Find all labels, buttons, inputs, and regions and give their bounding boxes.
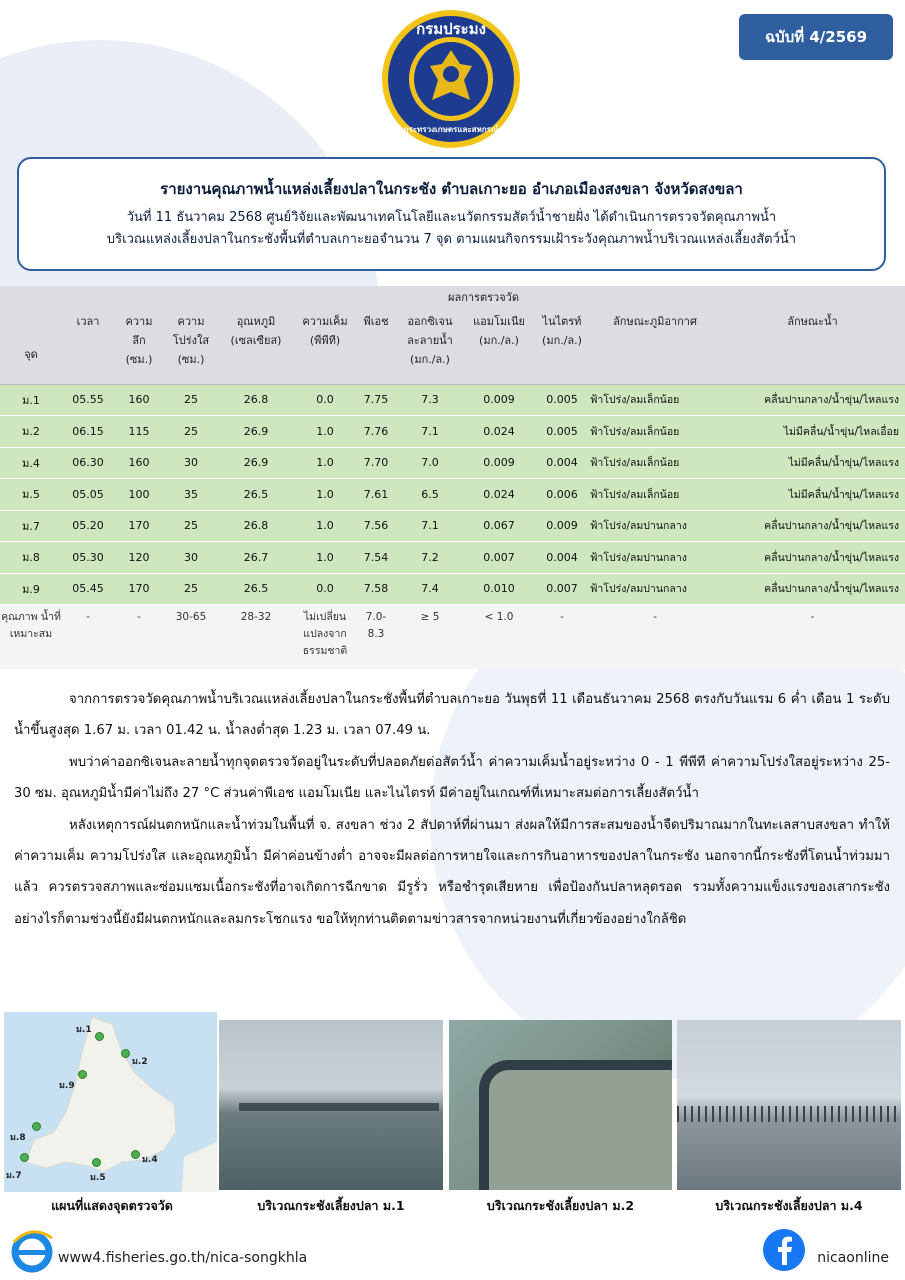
- column-header: [396, 308, 464, 384]
- table-cell: 7.2: [396, 542, 464, 574]
- table-cell: 05.05: [62, 479, 114, 511]
- table-cell: ม.9: [0, 573, 62, 605]
- table-cell: 120: [114, 542, 164, 574]
- standard-cell: 30-65: [164, 605, 218, 669]
- column-header-line: เวลา: [76, 315, 100, 328]
- table-row: [0, 510, 905, 542]
- map-label-m7: ม.7: [6, 1171, 22, 1181]
- table-row: [0, 447, 905, 479]
- column-header: [590, 308, 720, 384]
- table-cell: ม.1: [0, 384, 62, 416]
- map-pin-m7: [20, 1153, 29, 1162]
- column-header-line: ออกซิเจน: [407, 315, 453, 328]
- table-cell: 1.0: [294, 542, 356, 574]
- table-cell: 26.8: [218, 510, 294, 542]
- column-header-line: (เซลเซียส): [230, 334, 282, 347]
- table-cell: ม.4: [0, 447, 62, 479]
- table-cell: 0.009: [464, 447, 534, 479]
- map-pin-m9: [78, 1070, 87, 1079]
- table-cell: 7.75: [356, 384, 396, 416]
- web-browser-icon: [10, 1228, 54, 1274]
- table-cell: 25: [164, 416, 218, 448]
- point-header: จุด: [0, 286, 62, 384]
- photo-cage-m1: [219, 1020, 443, 1190]
- cage-row: [239, 1103, 439, 1111]
- table-cell: 7.54: [356, 542, 396, 574]
- table-cell: 35: [164, 479, 218, 511]
- paragraph-findings: พบว่าค่าออกซิเจนละลายน้ำทุกจุดตรวจวัดอยู่ในระดับที่ปลอดภัยต่อสัตว์น้ำ ค่าความเค็มน้ำอยู่ระหว่าง 0 - 1 พีพีที ค่าความโปร่งใสอยู่ระหว่าง 25-30 ซม. อุณหภูมิน้ำมีค่าไม่ถึง 27 °C ส่วนค่าพีเอช แอมโมเนีย และไนไตรท์ มีค่าอยู่ในเกณฑ์ที่เหมาะสมต่อการเลี้ยงสัตว์น้ำ: [14, 754, 890, 802]
- photo-cage-m4: [677, 1020, 901, 1190]
- column-header-line: ลักษณะภูมิอากาศ: [613, 315, 697, 328]
- column-header-line: ลึก: [132, 334, 146, 347]
- column-header: [62, 308, 114, 384]
- table-cell: 7.70: [356, 447, 396, 479]
- table-cell: 25: [164, 384, 218, 416]
- standard-cell: -: [534, 605, 590, 669]
- column-header-line: (มก./ล.): [542, 334, 582, 347]
- table-cell: ฟ้าโปร่ง/ลมเล็กน้อย: [590, 479, 720, 511]
- table-cell: 0.006: [534, 479, 590, 511]
- table-cell: 0.0: [294, 384, 356, 416]
- table-cell: 7.3: [396, 384, 464, 416]
- caption-map: แผนที่แสดงจุดตรวจวัด: [51, 1198, 173, 1213]
- standard-cell: 28-32: [218, 605, 294, 669]
- water-quality-table: [0, 286, 905, 669]
- photo-cage-m2: [449, 1020, 672, 1190]
- table-cell: คลื่นปานกลาง/น้ำขุ่น/ไหลแรง: [720, 542, 905, 574]
- map-label-m2: ม.2: [132, 1057, 148, 1067]
- standard-cell: -: [114, 605, 164, 669]
- table-cell: 06.30: [62, 447, 114, 479]
- table-cell: 26.5: [218, 573, 294, 605]
- website-link[interactable]: www4.fisheries.go.th/nica-songkhla: [58, 1250, 308, 1266]
- table-cell: 0.0: [294, 573, 356, 605]
- table-cell: 170: [114, 573, 164, 605]
- table-cell: ไม่มีคลื่น/น้ำขุ่น/ไหลเอื่อย: [720, 416, 905, 448]
- table-cell: 26.7: [218, 542, 294, 574]
- standard-cell: 7.0- 8.3: [356, 605, 396, 669]
- facebook-page-link[interactable]: nicaonline: [817, 1250, 889, 1266]
- table-cell: ม.2: [0, 416, 62, 448]
- table-cell: ไม่มีคลื่น/น้ำขุ่น/ไหลแรง: [720, 447, 905, 479]
- table-cell: 05.20: [62, 510, 114, 542]
- table-cell: 6.5: [396, 479, 464, 511]
- table-cell: 25: [164, 510, 218, 542]
- column-header: [356, 308, 396, 384]
- table-cell: 06.15: [62, 416, 114, 448]
- table-cell: ฟ้าโปร่ง/ลมเล็กน้อย: [590, 384, 720, 416]
- map-label-m8: ม.8: [10, 1133, 26, 1143]
- table-cell: 26.9: [218, 447, 294, 479]
- cage-poles: [677, 1106, 901, 1122]
- report-title: รายงานคุณภาพน้ำแหล่งเลี้ยงปลาในกระชัง ตำบลเกาะยอ อำเภอเมืองสงขลา จังหวัดสงขลา: [160, 180, 743, 198]
- map-pin-m4: [131, 1150, 140, 1159]
- standard-cell: -: [62, 605, 114, 669]
- table-cell: 0.004: [534, 447, 590, 479]
- table-cell: 0.024: [464, 479, 534, 511]
- column-header-line: (ซม.): [177, 353, 205, 366]
- fisheries-seal-logo: [380, 8, 522, 150]
- table-cell: 1.0: [294, 447, 356, 479]
- table-cell: คลื่นปานกลาง/น้ำขุ่น/ไหลแรง: [720, 384, 905, 416]
- column-header-line: ความ: [125, 315, 153, 328]
- table-cell: ม.8: [0, 542, 62, 574]
- table-row: [0, 542, 905, 574]
- column-header: [464, 308, 534, 384]
- table-cell: ไม่มีคลื่น/น้ำขุ่น/ไหลแรง: [720, 479, 905, 511]
- svg-text:กรมประมง: กรมประมง: [416, 20, 486, 38]
- report-intro-line-1: วันที่ 11 ธันวาคม 2568 ศูนย์วิจัยและพัฒนาเทคโนโลยีและนวัตกรรมสัตว์น้ำชายฝั่ง ได้ดำเนินการตรวจวัดคุณภาพน้ำ: [126, 210, 777, 225]
- map-pin-m2: [121, 1049, 130, 1058]
- column-header-line: โปร่งใส: [172, 334, 210, 347]
- caption-photo-m1: บริเวณกระชังเลี้ยงปลา ม.1: [257, 1198, 405, 1213]
- column-header-line: ละลายน้ำ: [407, 334, 453, 347]
- standard-cell: < 1.0: [464, 605, 534, 669]
- report-intro-line-2: บริเวณแหล่งเลี้ยงปลาในกระชังพื้นที่ตำบลเกาะยอจำนวน 7 จุด ตามแผนกิจกรรมเฝ้าระวังคุณภาพน้ำบริเวณแหล่งเลี้ยงสัตว์น้ำ: [106, 232, 797, 247]
- table-cell: 05.45: [62, 573, 114, 605]
- map-label-m5: ม.5: [90, 1173, 106, 1183]
- table-cell: 100: [114, 479, 164, 511]
- caption-photo-m4: บริเวณกระชังเลี้ยงปลา ม.4: [715, 1198, 863, 1213]
- table-cell: 26.5: [218, 479, 294, 511]
- table-cell: 7.58: [356, 573, 396, 605]
- map-label-m1: ม.1: [76, 1025, 92, 1035]
- results-group-header: ผลการตรวจวัด: [62, 286, 905, 308]
- paragraph-advice: หลังเหตุการณ์ฝนตกหนักและน้ำท่วมในพื้นที่ จ. สงขลา ช่วง 2 สัปดาห์ที่ผ่านมา ส่งผลให้มีการสะสมของน้ำจืดปริมาณมากในทะเลสาบสงขลา ทำให้ค่าความเค็ม ความโปร่งใส และอุณหภูมิน้ำ มีค่าค่อนข้างต่ำ อาจจะมีผลต่อการหายใจและการกินอาหารของปลาในกระชัง นอกจากนี้กระชังที่โดนน้ำท่วมมาแล้ว ควรตรวจสภาพและซ่อมแซมเนื้อกระชังที่อาจเกิดการฉีกขาด มีรูรั่ว หรือชำรุดเสียหาย เพื่อป้องกันปลาหลุดรอด รวมทั้งความแข็งแรงของเสากระชัง อย่างไรก็ตามช่วงนี้ยังมีฝนตกหนักและลมกระโชกแรง ขอให้ทุกท่านติดตามข่าวสารจากหน่วยงานที่เกี่ยวข้องอย่างใกล้ชิด: [14, 817, 890, 927]
- caption-photo-m2: บริเวณกระชังเลี้ยงปลา ม.2: [486, 1198, 635, 1213]
- issue-badge: [739, 14, 893, 60]
- svg-text:กระทรวงเกษตรและสหกรณ์: กระทรวงเกษตรและสหกรณ์: [403, 125, 499, 134]
- table-cell: 05.55: [62, 384, 114, 416]
- column-header: [720, 308, 905, 384]
- table-cell: 0.009: [534, 510, 590, 542]
- standard-cell: -: [590, 605, 720, 669]
- table-cell: 30: [164, 542, 218, 574]
- table-cell: 170: [114, 510, 164, 542]
- paragraph-tide: จากการตรวจวัดคุณภาพน้ำบริเวณแหล่งเลี้ยงปลาในกระชังพื้นที่ตำบลเกาะยอ วันพุธที่ 11 เดือนธันวาคม 2568 ตรงกับวันแรม 6 ค่ำ เดือน 1 ระดับน้ำขึ้นสูงสุด 1.67 ม. เวลา 01.42 น. น้ำลงต่ำสุด 1.23 ม. เวลา 07.49 น.: [14, 692, 890, 739]
- standard-cell: ≥ 5: [396, 605, 464, 669]
- issue-number: ฉบับที่ 4/2569: [764, 28, 868, 46]
- column-header-line: ความ: [177, 315, 205, 328]
- table-cell: 05.30: [62, 542, 114, 574]
- table-cell: ฟ้าโปร่ง/ลมเล็กน้อย: [590, 447, 720, 479]
- table-cell: 0.010: [464, 573, 534, 605]
- map-label-m4: ม.4: [142, 1155, 158, 1165]
- table-cell: 0.005: [534, 384, 590, 416]
- map-pin-m8: [32, 1122, 41, 1131]
- table-row: [0, 384, 905, 416]
- table-cell: 115: [114, 416, 164, 448]
- koh-yo-island-shape: [4, 1012, 217, 1192]
- standard-cell: ไม่เปลี่ยน แปลงจาก ธรรมชาติ: [294, 605, 356, 669]
- table-cell: 1.0: [294, 479, 356, 511]
- table-cell: ฟ้าโปร่ง/ลมปานกลาง: [590, 542, 720, 574]
- report-body: [14, 684, 890, 935]
- column-header-line: อุณหภูมิ: [236, 315, 276, 328]
- table-row: [0, 416, 905, 448]
- table-cell: 1.0: [294, 416, 356, 448]
- table-cell: 30: [164, 447, 218, 479]
- table-cell: คลื่นปานกลาง/น้ำขุ่น/ไหลแรง: [720, 510, 905, 542]
- column-header-line: ไนไตรท์: [542, 315, 582, 328]
- standard-cell: คุณภาพ น้ำที่ เหมาะสม: [0, 605, 62, 669]
- table-cell: 7.56: [356, 510, 396, 542]
- table-cell: 25: [164, 573, 218, 605]
- table-cell: 0.007: [464, 542, 534, 574]
- table-cell: 160: [114, 384, 164, 416]
- map-pin-m5: [92, 1158, 101, 1167]
- column-header-line: พีเอช: [363, 315, 389, 328]
- column-header-line: แอมโมเนีย: [473, 315, 525, 328]
- table-row: [0, 479, 905, 511]
- cage-net: [479, 1060, 672, 1190]
- table-cell: 7.1: [396, 510, 464, 542]
- table-cell: 1.0: [294, 510, 356, 542]
- table-cell: 0.007: [534, 573, 590, 605]
- column-header-line: (มก./ล.): [410, 353, 450, 366]
- column-header: [114, 308, 164, 384]
- table-cell: 7.76: [356, 416, 396, 448]
- table-cell: 0.005: [534, 416, 590, 448]
- table-row: [0, 573, 905, 605]
- table-cell: ฟ้าโปร่ง/ลมปานกลาง: [590, 510, 720, 542]
- sampling-map: [4, 1012, 217, 1192]
- table-cell: 0.024: [464, 416, 534, 448]
- column-header: [294, 308, 356, 384]
- table-cell: 0.009: [464, 384, 534, 416]
- table-cell: 0.067: [464, 510, 534, 542]
- standard-cell: -: [720, 605, 905, 669]
- table-cell: ม.5: [0, 479, 62, 511]
- report-header: [17, 157, 886, 271]
- column-header-line: (มก./ล.): [479, 334, 519, 347]
- table-cell: ฟ้าโปร่ง/ลมปานกลาง: [590, 573, 720, 605]
- table-cell: 160: [114, 447, 164, 479]
- facebook-icon[interactable]: [762, 1228, 806, 1272]
- map-label-m9: ม.9: [59, 1081, 75, 1091]
- table-cell: 0.004: [534, 542, 590, 574]
- column-header: [534, 308, 590, 384]
- table-cell: 26.8: [218, 384, 294, 416]
- map-pin-m1: [95, 1032, 104, 1041]
- column-header: [218, 308, 294, 384]
- table-cell: ม.7: [0, 510, 62, 542]
- table-cell: คลื่นปานกลาง/น้ำขุ่น/ไหลแรง: [720, 573, 905, 605]
- table-cell: 7.4: [396, 573, 464, 605]
- column-header-line: ความเค็ม: [302, 315, 348, 328]
- column-header-line: ลักษณะน้ำ: [787, 315, 838, 328]
- column-header: [164, 308, 218, 384]
- standard-row: [0, 605, 905, 669]
- table-cell: 7.61: [356, 479, 396, 511]
- table-cell: ฟ้าโปร่ง/ลมเล็กน้อย: [590, 416, 720, 448]
- column-header-line: (พีพีที): [309, 334, 341, 347]
- table-cell: 26.9: [218, 416, 294, 448]
- table-cell: 7.0: [396, 447, 464, 479]
- table-cell: 7.1: [396, 416, 464, 448]
- column-header-line: (ซม.): [125, 353, 153, 366]
